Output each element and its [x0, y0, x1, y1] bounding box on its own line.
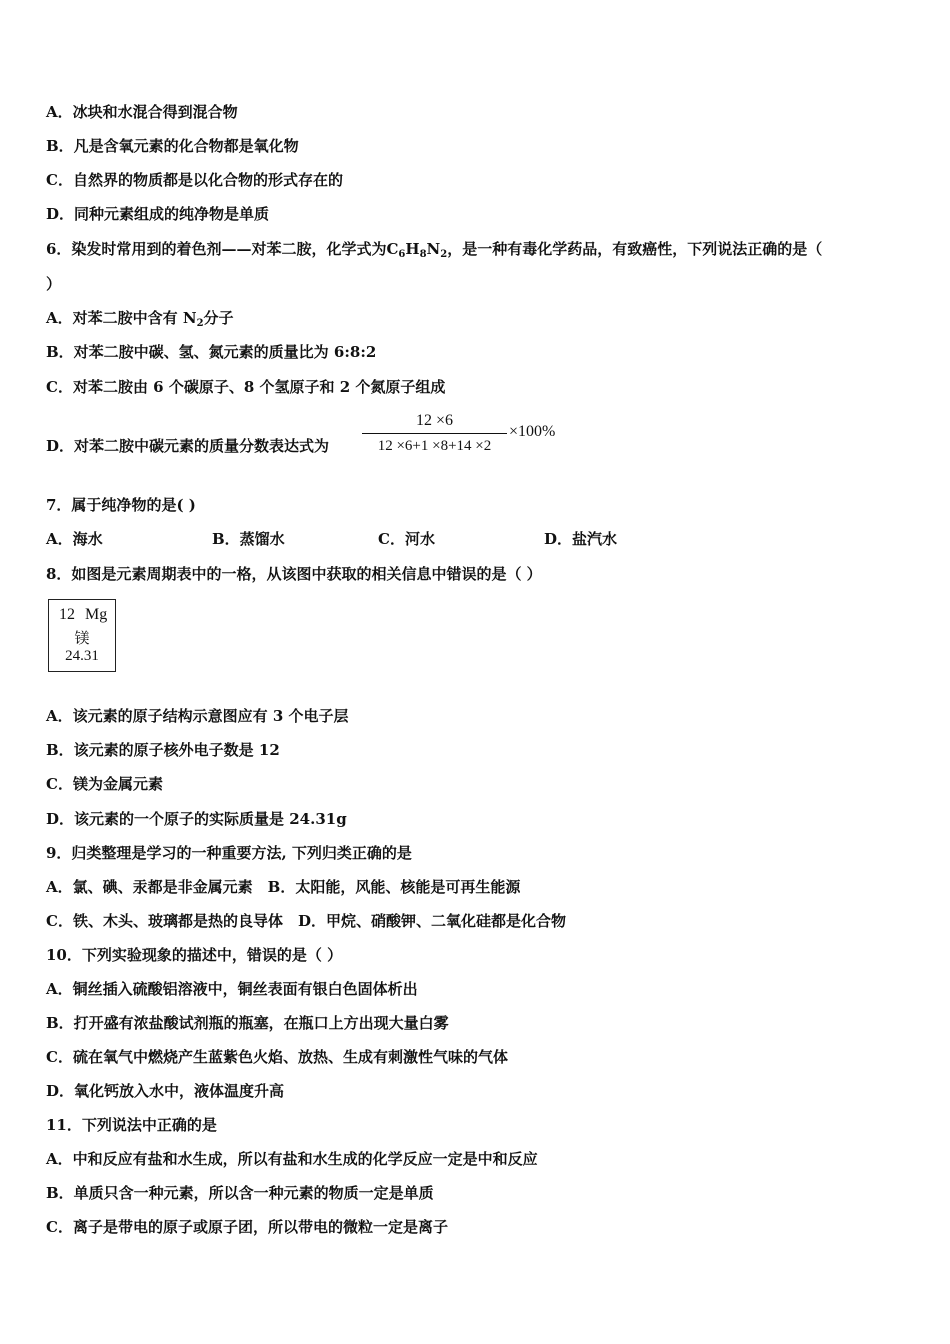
q5-option-a: A．冰块和水混合得到混合物 — [46, 103, 238, 121]
q8-option-d: D．该元素的一个原子的实际质量是 24.31g — [46, 810, 347, 828]
q11-option-a: A．中和反应有盐和水生成，所以有盐和水生成的化学反应一定是中和反应 — [46, 1150, 538, 1168]
periodic-table-cell — [48, 599, 116, 672]
q7-option-c: C．河水 — [378, 530, 435, 548]
q6-option-a-sub: 2 — [196, 318, 204, 329]
q11-stem: 11．下列说法中正确的是 — [46, 1116, 217, 1134]
fraction-denominator: 12 ×6+1 ×8+14 ×2 — [377, 438, 492, 454]
q6-stem-before: 6．染发时常用到的着色剂——对苯二胺，化学式为 — [46, 240, 387, 258]
q9-options-cd: C．铁、木头、玻璃都是热的良导体 D．甲烷、硝酸钾、二氧化硅都是化合物 — [46, 912, 566, 930]
formula-n: N — [426, 240, 441, 258]
q6-stem-close: ） — [46, 275, 62, 293]
fraction-bar — [362, 433, 507, 434]
q11-option-b: B．单质只含一种元素，所以含一种元素的物质一定是单质 — [46, 1184, 434, 1202]
q10-option-a: A．铜丝插入硫酸铝溶液中，铜丝表面有银白色固体析出 — [46, 980, 418, 998]
mass-fraction-expression — [362, 411, 507, 456]
q7-option-b: B．蒸馏水 — [212, 530, 285, 548]
atomic-number: 12 — [59, 606, 75, 623]
q11-option-c: C．离子是带电的原子或原子团，所以带电的微粒一定是离子 — [46, 1218, 448, 1236]
q6-option-b: B．对苯二胺中碳、氢、氮元素的质量比为 6:8:2 — [46, 343, 377, 361]
q10-option-b: B．打开盛有浓盐酸试剂瓶的瓶塞，在瓶口上方出现大量白雾 — [46, 1014, 449, 1032]
q8-option-a: A．该元素的原子结构示意图应有 3 个电子层 — [46, 707, 349, 725]
formula-c: C — [386, 240, 399, 258]
q7-options — [46, 529, 617, 549]
q10-stem: 10．下列实验现象的描述中，错误的是（ ） — [46, 946, 343, 964]
q10-option-d: D．氧化钙放入水中，液体温度升高 — [46, 1082, 285, 1100]
q6-stem — [46, 239, 822, 259]
q7-stem: 7．属于纯净物的是( ) — [46, 496, 196, 514]
q6-option-c: C．对苯二胺由 6 个碳原子、8 个氢原子和 2 个氮原子组成 — [46, 378, 446, 396]
q9-stem: 9．归类整理是学习的一种重要方法, 下列归类正确的是 — [46, 844, 412, 862]
q7-option-a: A．海水 — [46, 530, 103, 548]
q8-stem: 8．如图是元素周期表中的一格，从该图中获取的相关信息中错误的是（ ） — [46, 565, 542, 583]
q5-option-b: B．凡是含氧元素的化合物都是氧化物 — [46, 137, 299, 155]
q5-option-d: D．同种元素组成的纯净物是单质 — [46, 205, 270, 223]
q6-stem-after: ，是一种有毒化学药品，有致癌性，下列说法正确的是（ — [447, 240, 823, 258]
q9-options-ab: A．氯、碘、汞都是非金属元素 B．太阳能，风能、核能是可再生能源 — [46, 878, 521, 896]
q6-option-a-after: 分子 — [203, 309, 234, 327]
cell-header — [59, 606, 107, 624]
q6-option-d: D．对苯二胺中碳元素的质量分数表达式为 — [46, 437, 330, 455]
q7-option-d: D．盐汽水 — [544, 530, 618, 548]
formula-c-sub: 6 — [398, 249, 406, 260]
fraction-percent: ×100% — [509, 423, 556, 440]
q8-option-c: C．镁为金属元素 — [46, 775, 163, 793]
fraction-numerator: 12 ×6 — [415, 412, 454, 429]
atomic-mass: 24.31 — [65, 648, 99, 664]
q6-option-a — [46, 308, 234, 328]
q6-formula — [386, 240, 447, 258]
q6-option-a-before: A．对苯二胺中含有 N — [46, 309, 197, 327]
element-symbol: Mg — [85, 606, 108, 623]
formula-h: H — [405, 240, 420, 258]
formula-n-sub: 2 — [440, 249, 448, 260]
q5-option-c: C．自然界的物质都是以化合物的形式存在的 — [46, 171, 343, 189]
formula-h-sub: 8 — [419, 249, 427, 260]
q8-option-b: B．该元素的原子核外电子数是 12 — [46, 741, 280, 759]
element-name: 镁 — [74, 629, 90, 647]
q10-option-c: C．硫在氧气中燃烧产生蓝紫色火焰、放热、生成有刺激性气味的气体 — [46, 1048, 508, 1066]
